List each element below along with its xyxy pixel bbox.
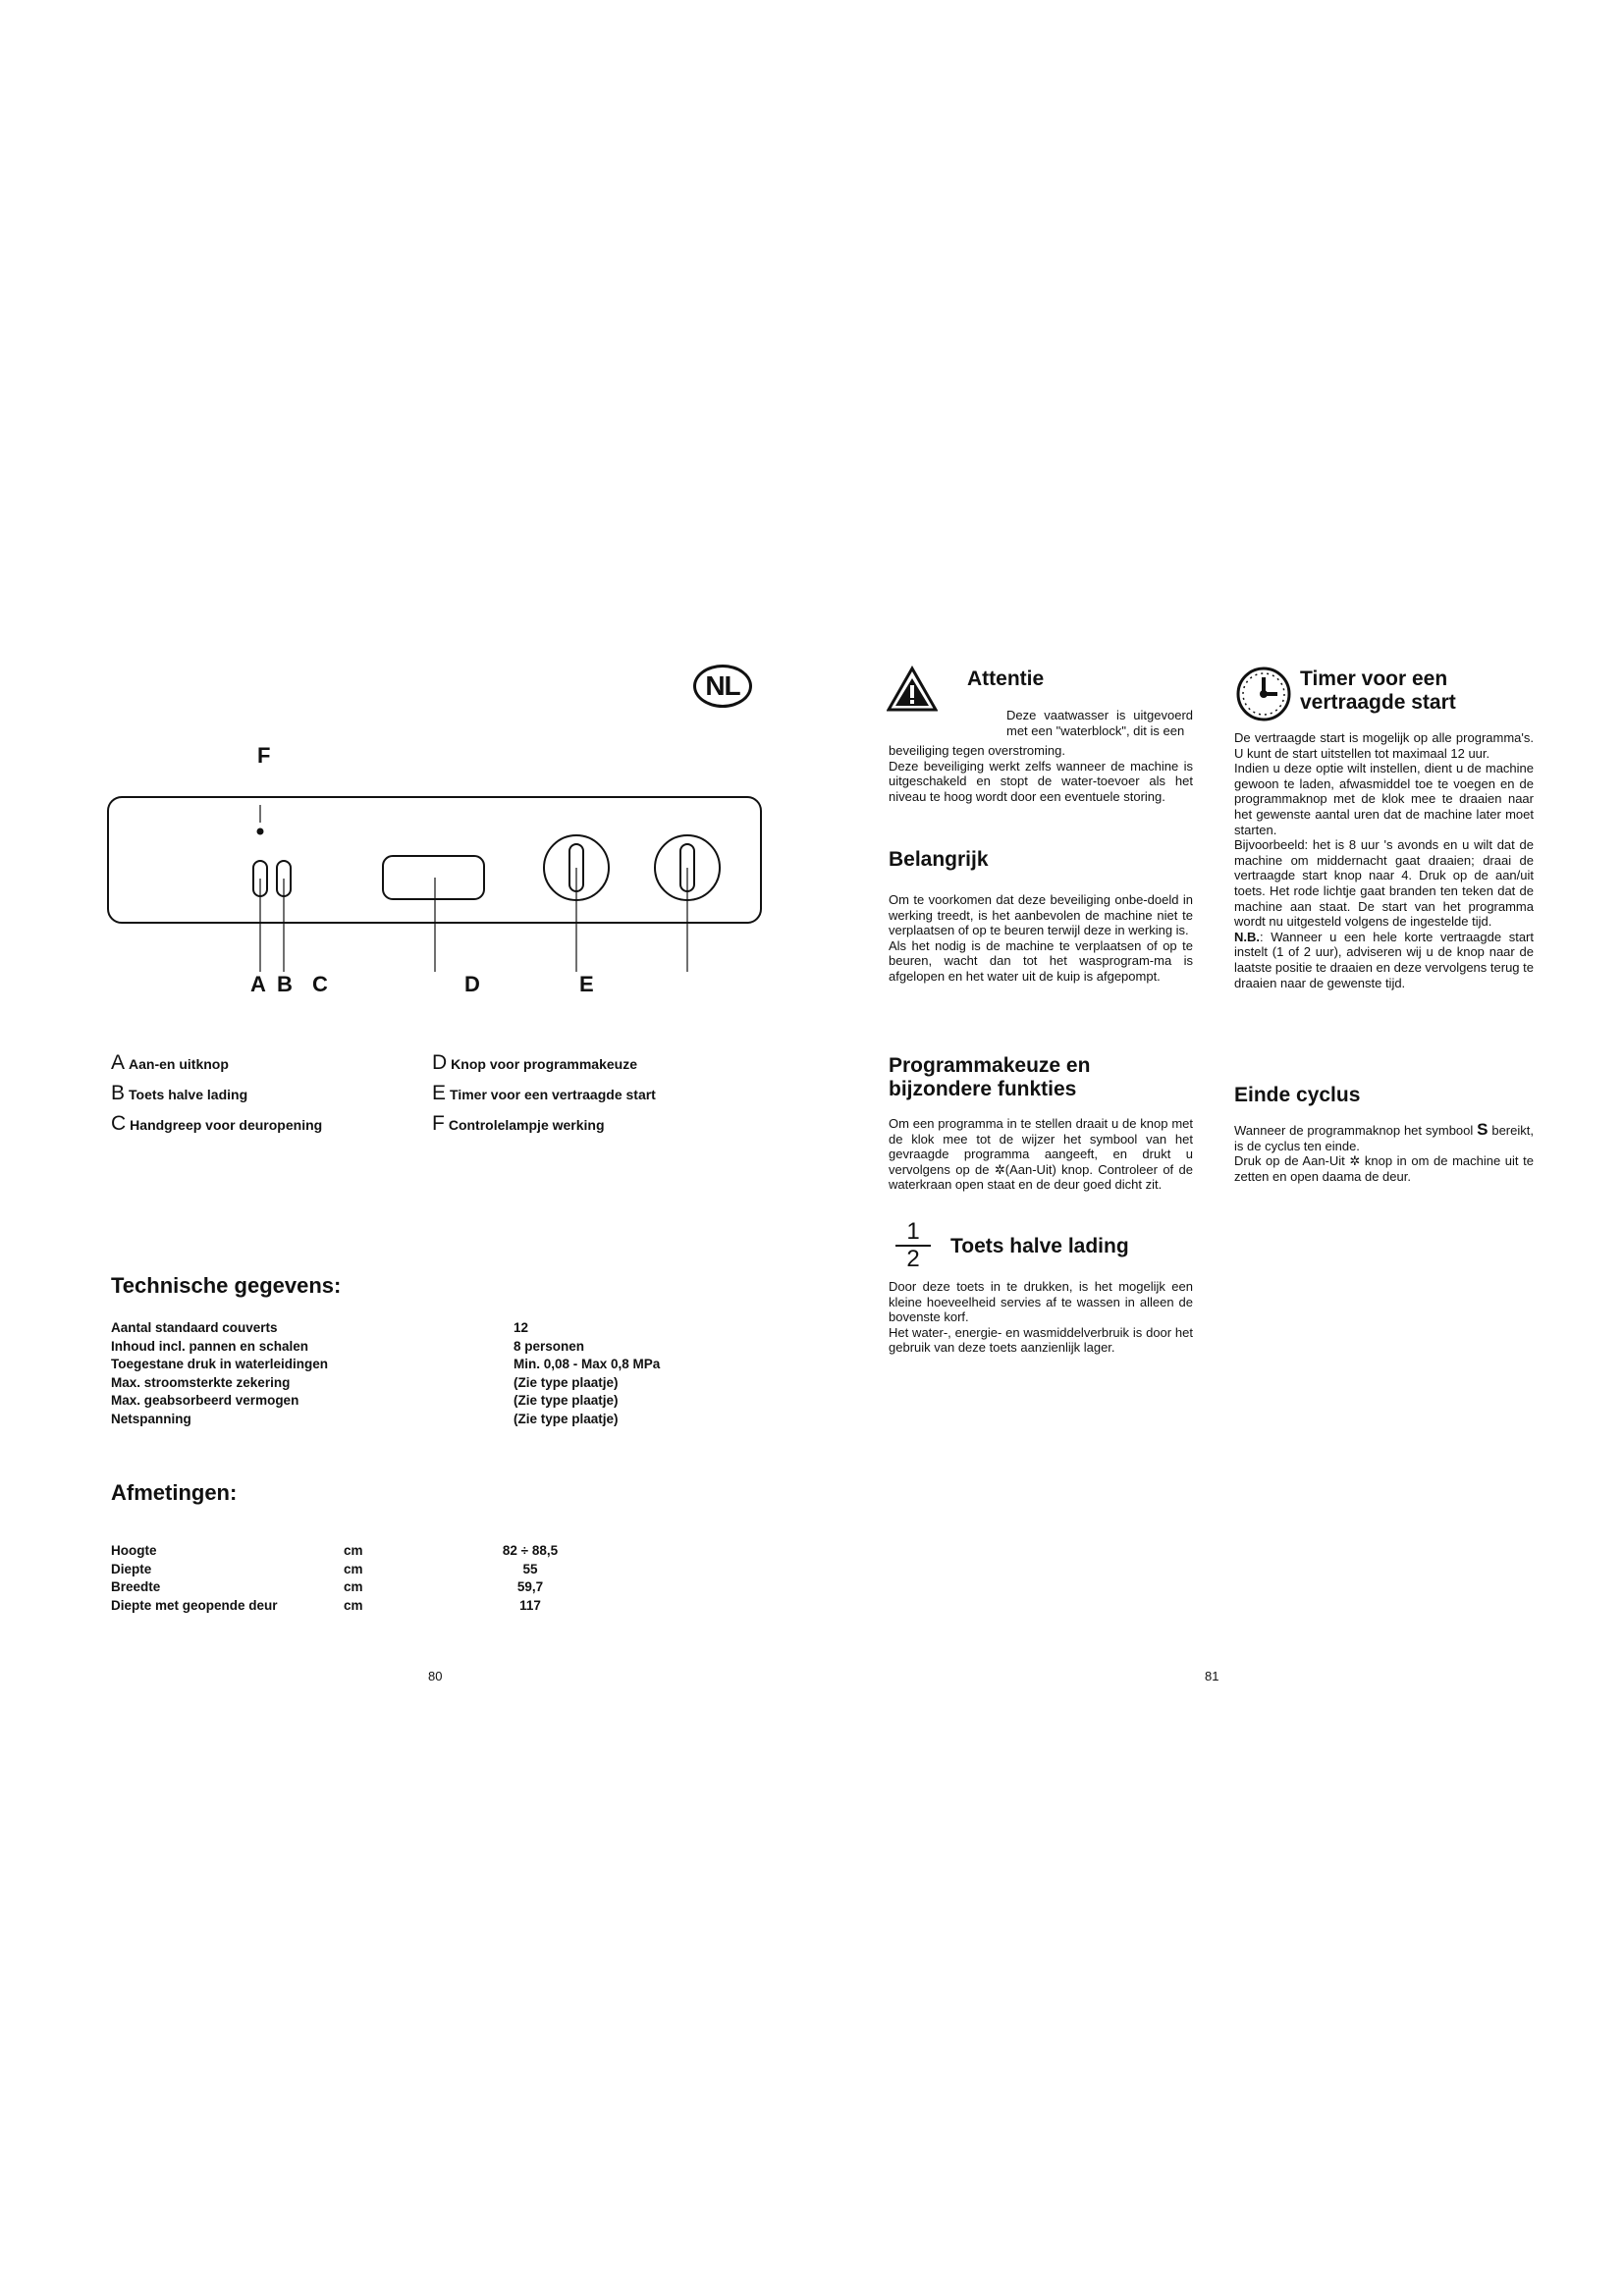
belangrijk-title: Belangrijk (889, 848, 989, 871)
diagram-label-e: E (579, 972, 594, 996)
half-load-icon: 1 2 (893, 1219, 933, 1272)
attentie-title: Attentie (967, 667, 1045, 690)
table-row: Aantal standaard couverts 12 (111, 1320, 529, 1335)
legend-item: C Handgreep voor deuropening (111, 1112, 323, 1135)
attentie-text-indent: Deze vaatwasser is uitgevoerd met een "waterblock", dit is een (1006, 708, 1193, 738)
legend-item: F Controlelampje werking (432, 1112, 605, 1135)
programmakeuze-title: Programmakeuze en bijzondere funkties (889, 1054, 1091, 1100)
table-row: Hoogte cm 82 ÷ 88,5 (111, 1543, 559, 1558)
timer-title: Timer voor een vertraagde start (1300, 667, 1456, 714)
programmakeuze-text: Om een programma in te stellen draait u de knop met de klok mee tot de wijzer het symbool van het gevraagde programma aangeeft, en drukt u vervolgens op de ✲(Aan-Uit) knop. Controleer of de waterkraan open staat en de deur goed dicht zit. (889, 1116, 1193, 1193)
dims-title: Afmetingen: (111, 1480, 238, 1505)
tech-table (111, 1319, 720, 1428)
diagram-label-a: A (250, 972, 266, 996)
halve-lading-title: Toets halve lading (950, 1235, 1129, 1257)
power-icon: ✲ (1349, 1153, 1361, 1169)
page-number-left: 80 (428, 1669, 443, 1683)
belangrijk-text: Om te voorkomen dat deze beveiliging onbe-doeld in werking treedt, is het aanbevolen de machine niet te verplaatsen of op te beuren terwijl deze in werking is. Als het nodig is de machine te verplaatsen of op te beuren, wacht dan tot het wasprogram-ma is afgelopen en het water uit de kuip is afgepompt. (889, 892, 1193, 984)
table-row: Max. stroomsterkte zekering (Zie type plaatje) (111, 1374, 619, 1390)
clock-icon (1235, 666, 1292, 722)
legend-right (432, 1048, 756, 1140)
control-panel-diagram (98, 736, 776, 972)
warning-icon (887, 666, 938, 713)
language-badge: NL (693, 665, 752, 708)
einde-text: Wanneer de programmaknop het symbool S bereikt, is de cyclus ten einde. Druk op de Aan-Uit ✲ knop in om de machine uit te zetten en open daama de deur. (1234, 1120, 1534, 1184)
legend-item: A Aan-en uitknop (111, 1051, 229, 1074)
timer-text: De vertraagde start is mogelijk op alle programma's. U kunt de start uitstellen tot maximaal 12 uur. Indien u deze optie wilt instellen, dient u de machine gewoon te laden, afwasmiddel toe te voegen en de programmaknop met de klok mee te draaien naar het gewenste aantal uren dat de machine later moet starten. Bijvoorbeeld: het is 8 uur 's avonds en u wilt dat de machine om middernacht gaat draaien; draai de vertraagde start knop naar 4. Druk op de aan/uit toets. Het rode lichtje gaat branden ten teken dat de machine aan staat. De start van het programma wordt nu uitgesteld volgens de ingestelde tijd. N.B.: Wanneer u een hele korte vertraagde start instelt (1 of 2 uur), adviseren wij u de knop naar de laatste positie te draaien en deze vervolgens terug te draaien naar de gewenste tijd. (1234, 730, 1534, 990)
attentie-text: beveiliging tegen overstroming. Deze beveiliging werkt zelfs wanneer de machine is uitgeschakeld en stopt de water-toevoer als het niveau te hoog wordt door een eventuele storing. (889, 743, 1193, 804)
dims-table (111, 1542, 622, 1615)
table-row: Toegestane druk in waterleidingen Min. 0,08 - Max 0,8 MPa (111, 1357, 661, 1371)
end-symbol: S (1477, 1120, 1489, 1139)
tech-title: Technische gegevens: (111, 1273, 342, 1298)
handle-d-shape (383, 856, 484, 899)
legend-left (111, 1048, 435, 1140)
table-row: Inhoud incl. pannen en schalen 8 personen (111, 1338, 585, 1354)
power-icon: ✲ (994, 1161, 1005, 1177)
legend-item: B Toets halve lading (111, 1082, 248, 1104)
legend-item: D Knop voor programmakeuze (432, 1051, 637, 1074)
table-row: Diepte met geopende deur cm 117 (111, 1597, 541, 1613)
table-row: Diepte cm 55 (111, 1561, 538, 1576)
diagram-label-c: C (312, 972, 328, 996)
einde-title: Einde cyclus (1234, 1084, 1361, 1106)
diagram-label-f: F (257, 743, 271, 768)
table-row: Breedte cm 59,7 (111, 1579, 544, 1594)
table-row: Max. geabsorbeerd vermogen (Zie type plaatje) (111, 1393, 619, 1408)
page-number-right: 81 (1205, 1669, 1219, 1683)
table-row: Netspanning (Zie type plaatje) (111, 1411, 619, 1426)
legend-item: E Timer voor een vertraagde start (432, 1082, 656, 1104)
halve-lading-text: Door deze toets in te drukken, is het mogelijk een kleine hoeveelheid servies af te wassen in alleen de bovenste korf. Het water-, energie- en wasmiddelverbruik is door het gebruik van deze toets aanzienlijk lager. (889, 1279, 1193, 1356)
diagram-label-d: D (464, 972, 480, 996)
indicator-light-f (257, 828, 264, 835)
diagram-label-b: B (277, 972, 293, 996)
